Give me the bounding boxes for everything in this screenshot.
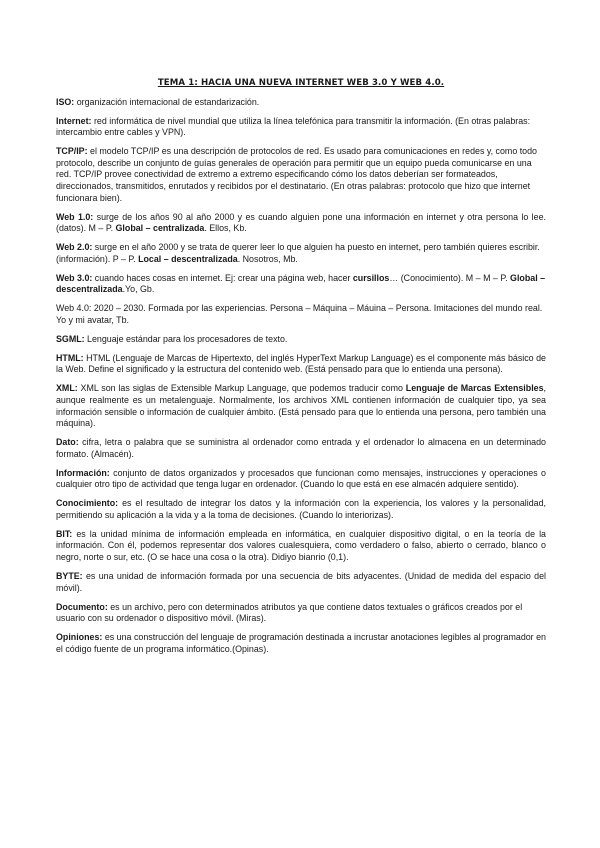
definition-text: … (Conocimiento). M – M – P.	[389, 272, 511, 283]
definition-text: el modelo TCP/IP es una descripción de protocolos de red. Es usado para comunicaciones en redes y, como todo protocolo, describe un conjunto de guías generales de operación para permitir que un equipo pueda comunicarse en una red. TCP/IP provee conectividad de extremo a extremo especificando cómo los datos deberían ser formateados, direccionados, transmitidos, enrutados y recibidos por el destinatario. (En otras palabras: protocolo que hizo que internet funcionara bien).	[56, 146, 537, 203]
glossary-entry	[56, 212, 546, 235]
definition-text: cuando haces cosas en internet. Ej: crear una página web, hacer	[92, 272, 353, 283]
glossary-entry	[56, 116, 546, 139]
definition-text: surge en el año 2000 y se trata de querer leer lo que alguien ha puesto en internet, pero también quieres escribir. (información). P – P.	[56, 242, 540, 264]
glossary-term: Internet:	[56, 115, 92, 126]
definition-text: es una unidad de información formada por una secuencia de bits adyacentes. (Unidad de medida del espacio del móvil).	[56, 571, 546, 593]
glossary-entry	[56, 242, 546, 265]
glossary-term: Web 1.0:	[56, 211, 94, 222]
glossary-term: XML:	[56, 383, 78, 394]
definition-text: es el resultado de integrar los datos y la información con la experiencia, los valores y la personalidad, permitiendo su aplicación a la vida y a la toma de decisiones. (Cuando lo interiorizas).	[56, 498, 546, 520]
glossary-term: SGML:	[56, 333, 85, 344]
emphasis-text: Global – descentralizada	[56, 272, 546, 295]
definition-text: Web 4.0: 2020 – 2030. Formada por las experiencias. Persona – Máquina – Máuina – Persona. Imitaciones del mundo real. Yo y mi avatar, Tb.	[56, 303, 543, 325]
glossary-entry	[56, 468, 546, 491]
glossary-entry	[56, 97, 546, 109]
glossary-entry	[56, 437, 546, 460]
glossary-term: Web 3.0:	[56, 272, 93, 283]
glossary-entry	[56, 273, 546, 296]
definition-text: organización internacional de estandarización.	[74, 96, 260, 107]
emphasis-text: cursillos	[352, 272, 390, 283]
glossary-entry	[56, 353, 546, 376]
definition-text: es la unidad mínima de información empleada en informática, en cualquier dispositivo digital, o en la teoría de la información. Con él, podemos representar dos valores cualesquiera, como verdadero o falso, abierto o cerrado, blanco o negro, norte o sur, etc. (O se hace una cosa o la otra). Didiyo bianrio (0,1).	[56, 528, 546, 563]
glossary-term: Opiniones:	[56, 632, 103, 643]
definition-text: , aunque realmente es un metalenguaje. Normalmente, los archivos XML contienen información de cualquier tipo, ya sea información sensible o información de cualquier ámbito. (Está pensado para que lo entienda una persona, pero también una máquina).	[56, 383, 547, 429]
glossary-entry	[56, 146, 546, 204]
glossary-entry	[56, 529, 546, 564]
definition-text: XML son las siglas de Extensible Markup Language, que podemos traducir como	[77, 383, 406, 394]
glossary-term: Documento:	[56, 601, 108, 612]
definition-text: conjunto de datos organizados y procesados que funcionan como mensajes, instrucciones y operaciones o cualquier otro tipo de actividad que tenga lugar en ordenador. (Cuando lo que está en ese almacén adquiere sentido).	[56, 467, 546, 490]
document-title: TEMA 1: HACIA UNA NUEVA INTERNET WEB 3.0 Y WEB 4.0.	[157, 78, 445, 88]
glossary-term: BIT:	[56, 528, 73, 539]
glossary-term: Dato:	[56, 437, 79, 448]
glossary-term: ISO:	[56, 96, 75, 107]
glossary-list	[56, 97, 546, 656]
glossary-term: TCP/IP:	[56, 146, 88, 157]
emphasis-text: Global – centralizada	[115, 223, 205, 234]
glossary-entry	[56, 602, 546, 625]
definition-text: HTML (Lenguaje de Marcas de Hipertexto, del inglés HyperText Markup Language) es el componente más básico de la Web. Define el significado y la estructura del contenido web. (Está pensado para que lo entienda una persona).	[56, 352, 546, 375]
definition-text: Lenguaje estándar para los procesadores de texto.	[84, 333, 288, 344]
emphasis-text: Local – descentralizada	[138, 253, 238, 264]
glossary-term: Conocimiento:	[56, 498, 119, 509]
glossary-entry	[56, 303, 546, 326]
glossary-entry	[56, 334, 546, 346]
glossary-entry	[56, 571, 546, 594]
definition-text: . Nosotros, Mb.	[237, 253, 298, 264]
definition-text: cifra, letra o palabra que se suministra al ordenador como entrada y el ordenador lo almacena en un determinado formato. (Almacén).	[56, 437, 546, 459]
definition-text: es una construcción del lenguaje de programación destinada a incrustar anotaciones legibles al programador en el código fuente de un programa informático.(Opinas).	[56, 632, 546, 654]
definition-text: .Yo, Gb.	[122, 284, 155, 295]
glossary-entry	[56, 632, 546, 655]
definition-text: . Ellos, Kb.	[204, 223, 247, 234]
definition-text: es un archivo, pero con determinados atributos ya que contiene datos textuales o gráficos creados por el usuario con su ordenador o dispositivo móvil. (Miras).	[56, 601, 523, 624]
emphasis-text: Lenguaje de Marcas Extensibles	[405, 383, 544, 394]
definition-text: red informática de nivel mundial que utiliza la línea telefónica para transmitir la información. (En otras palabras: intercambio entre cables y VPN).	[56, 115, 531, 138]
glossary-entry	[56, 383, 546, 429]
definition-text: surge de los años 90 al año 2000 y es cuando alguien pone una información en internet y otra persona lo lee. (datos). M – P.	[56, 211, 546, 234]
glossary-term: BYTE:	[56, 571, 83, 582]
glossary-term: HTML:	[56, 352, 84, 363]
glossary-entry	[56, 498, 546, 521]
glossary-term: Web 2.0:	[56, 242, 93, 253]
glossary-term: Información:	[56, 467, 110, 478]
